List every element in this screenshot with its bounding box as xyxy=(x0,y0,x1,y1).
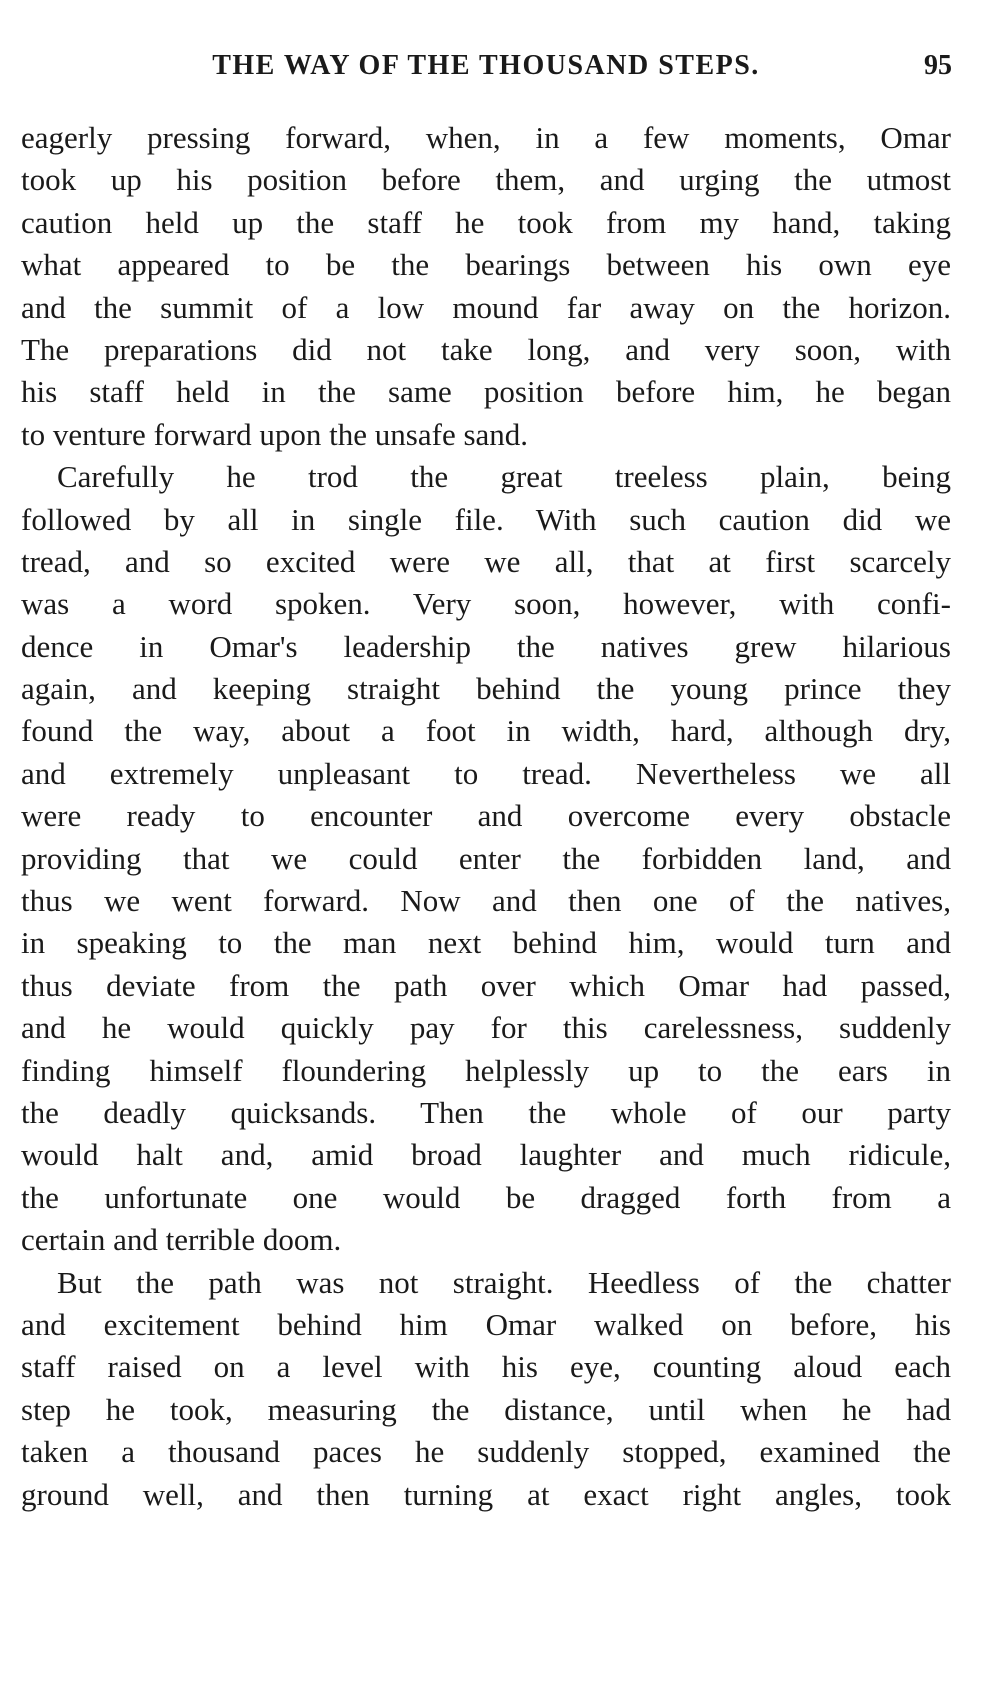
text-line: took up his position before them, and urging the utmost xyxy=(21,162,951,198)
text-line: were ready to encounter and overcome every obstacle xyxy=(21,798,951,834)
text-line: Carefully he trod the great treeless plain, being xyxy=(57,459,951,495)
text-line: ground well, and then turning at exact right angles, took xyxy=(21,1476,951,1512)
text-line: again, and keeping straight behind the young prince they xyxy=(21,671,951,707)
running-title: THE WAY OF THE THOUSAND STEPS. xyxy=(212,50,760,81)
running-head xyxy=(20,50,952,90)
text-line: tread, and so excited were we all, that at first scarcely xyxy=(21,543,951,579)
page-number: 95 xyxy=(924,50,952,81)
text-line: would halt and, amid broad laughter and much ridicule, xyxy=(21,1137,951,1173)
text-line: certain and terrible doom. xyxy=(21,1222,342,1258)
text-line: providing that we could enter the forbidden land, and xyxy=(21,840,951,876)
paragraph-3 xyxy=(21,1262,951,1516)
body-text xyxy=(21,117,951,1516)
text-line: dence in Omar's leadership the natives grew hilarious xyxy=(21,628,951,664)
text-line: his staff held in the same position before him, he began xyxy=(21,374,951,410)
text-line: and excitement behind him Omar walked on before, his xyxy=(21,1306,951,1342)
text-line: thus deviate from the path over which Omar had passed, xyxy=(21,967,951,1003)
text-line: and extremely unpleasant to tread. Nevertheless we all xyxy=(21,755,951,791)
text-line: staff raised on a level with his eye, counting aloud each xyxy=(21,1349,951,1385)
text-line: caution held up the staff he took from my hand, taking xyxy=(21,204,951,240)
paragraph-2 xyxy=(21,456,951,1261)
text-line: finding himself floundering helplessly up to the ears in xyxy=(21,1052,951,1088)
text-line: and he would quickly pay for this carelessness, suddenly xyxy=(21,1010,951,1046)
text-line: followed by all in single file. With such caution did we xyxy=(21,501,951,537)
text-line: The preparations did not take long, and very soon, with xyxy=(21,331,951,367)
text-line: was a word spoken. Very soon, however, with confi- xyxy=(21,586,951,622)
text-line: in speaking to the man next behind him, would turn and xyxy=(21,925,951,961)
text-line: the unfortunate one would be dragged forth from a xyxy=(21,1179,951,1215)
text-line: the deadly quicksands. Then the whole of our party xyxy=(21,1094,951,1130)
paragraph-1 xyxy=(21,117,951,456)
text-line: what appeared to be the bearings between his own eye xyxy=(21,247,951,283)
text-line: thus we went forward. Now and then one of the natives, xyxy=(21,883,951,919)
text-line: step he took, measuring the distance, until when he had xyxy=(21,1391,951,1427)
text-line: But the path was not straight. Heedless of the chatter xyxy=(57,1264,951,1300)
text-line: to venture forward upon the unsafe sand. xyxy=(21,416,529,452)
text-line: taken a thousand paces he suddenly stopped, examined the xyxy=(21,1434,951,1470)
text-line: found the way, about a foot in width, hard, although dry, xyxy=(21,713,951,749)
text-line: and the summit of a low mound far away on the horizon. xyxy=(21,289,951,325)
text-line: eagerly pressing forward, when, in a few moments, Omar xyxy=(21,120,951,155)
